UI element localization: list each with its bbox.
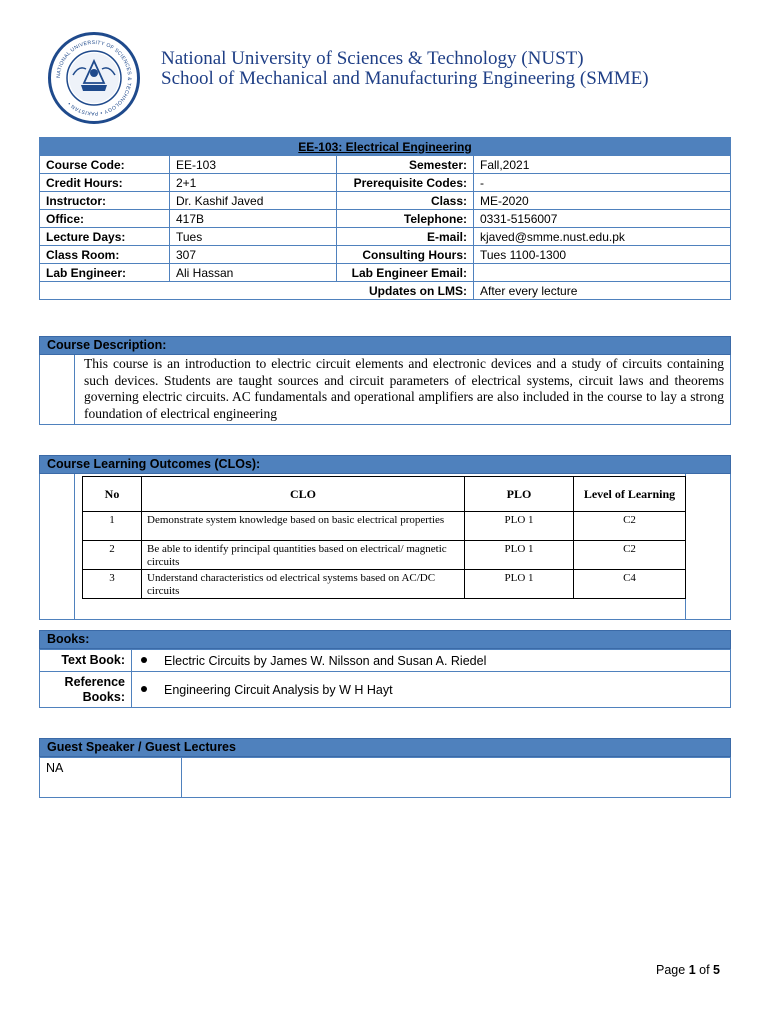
- reference-books-value: Engineering Circuit Analysis by W H Hayt: [164, 682, 393, 697]
- clo-plo: PLO 1: [465, 570, 574, 599]
- consulting-hours-value: Tues 1100-1300: [474, 246, 731, 264]
- course-title: EE-103: Electrical Engineering: [40, 138, 731, 156]
- clo-level: C4: [574, 570, 686, 599]
- table-row: [40, 264, 731, 282]
- guest-section: [39, 738, 731, 798]
- prerequisite-value: -: [474, 174, 731, 192]
- guest-table: [39, 757, 731, 798]
- page-number: Page 1 of 5: [656, 963, 720, 977]
- books-section: [39, 630, 731, 708]
- semester-label: Semester:: [337, 156, 474, 174]
- table-row: [83, 570, 686, 599]
- table-row: [40, 210, 731, 228]
- office-label: Office:: [40, 210, 170, 228]
- lab-engineer-email-label: Lab Engineer Email:: [337, 264, 474, 282]
- table-row: [40, 174, 731, 192]
- table-row: [83, 541, 686, 570]
- course-code-label: Course Code:: [40, 156, 170, 174]
- clo-table: [82, 476, 686, 599]
- lab-engineer-value: Ali Hassan: [170, 264, 337, 282]
- university-logo: [48, 32, 140, 124]
- text-book-label: Text Book:: [40, 650, 132, 672]
- instructor-value: Dr. Kashif Javed: [170, 192, 337, 210]
- credit-hours-value: 2+1: [170, 174, 337, 192]
- lms-value: After every lecture: [474, 282, 731, 300]
- credit-hours-label: Credit Hours:: [40, 174, 170, 192]
- instructor-label: Instructor:: [40, 192, 170, 210]
- clo-no: 2: [83, 541, 142, 570]
- clo-header-no: No: [83, 477, 142, 512]
- clo-text: Understand characteristics od electrical systems based on AC/DC circuits: [142, 570, 465, 599]
- telephone-label: Telephone:: [337, 210, 474, 228]
- books-table: [39, 649, 731, 708]
- table-row: [40, 228, 731, 246]
- table-row: [40, 282, 731, 300]
- reference-books-label: Reference Books:: [40, 672, 132, 708]
- clo-no: 3: [83, 570, 142, 599]
- prerequisite-label: Prerequisite Codes:: [337, 174, 474, 192]
- course-description-body: [39, 355, 731, 425]
- clo-level: C2: [574, 512, 686, 541]
- lab-engineer-label: Lab Engineer:: [40, 264, 170, 282]
- clo-level: C2: [574, 541, 686, 570]
- email-value[interactable]: kjaved@smme.nust.edu.pk: [474, 228, 731, 246]
- table-row: [40, 650, 731, 672]
- class-label: Class:: [337, 192, 474, 210]
- semester-value: Fall,2021: [474, 156, 731, 174]
- table-row: [40, 672, 731, 708]
- clo-header-plo: PLO: [465, 477, 574, 512]
- clo-no: 1: [83, 512, 142, 541]
- office-value: 417B: [170, 210, 337, 228]
- table-row: [40, 156, 731, 174]
- books-heading: Books:: [39, 630, 731, 649]
- course-description-text: This course is an introduction to electric circuit elements and electronic devices and a study of circuits containing such devices. Students are taught sources and circuit parameters of electrical systems, circuit laws and theorems governing electric circuits. AC fundamentals and operational amplifiers are also included in the course to lay a strong foundation of electrical engineering: [84, 356, 724, 421]
- school-name: School of Mechanical and Manufacturing Engineering (SMME): [161, 68, 649, 89]
- clo-plo: PLO 1: [465, 512, 574, 541]
- guest-value: NA: [40, 758, 182, 798]
- bullet-icon: [141, 686, 147, 692]
- guest-heading: Guest Speaker / Guest Lectures: [39, 738, 731, 757]
- class-value: ME-2020: [474, 192, 731, 210]
- university-name: National University of Sciences & Technology (NUST): [161, 48, 584, 69]
- email-label: E-mail:: [337, 228, 474, 246]
- clo-text: Demonstrate system knowledge based on basic electrical properties: [142, 512, 465, 541]
- lms-label: Updates on LMS:: [40, 282, 474, 300]
- clo-plo: PLO 1: [465, 541, 574, 570]
- bullet-icon: [141, 657, 147, 663]
- logo-ring-text: NATIONAL UNIVERSITY OF SCIENCES & TECHNOLOGY • PAKISTAN •: [55, 39, 133, 117]
- lecture-days-value: Tues: [170, 228, 337, 246]
- course-code-value: EE-103: [170, 156, 337, 174]
- lab-engineer-email-value: [474, 264, 731, 282]
- clo-heading: Course Learning Outcomes (CLOs):: [39, 455, 731, 474]
- clo-header-level: Level of Learning: [574, 477, 686, 512]
- course-description-heading: Course Description:: [39, 336, 731, 355]
- table-row: [40, 192, 731, 210]
- clo-section: [39, 455, 731, 620]
- table-row: [40, 246, 731, 264]
- course-info-section: [39, 137, 731, 300]
- class-room-label: Class Room:: [40, 246, 170, 264]
- consulting-hours-label: Consulting Hours:: [337, 246, 474, 264]
- clo-header-clo: CLO: [142, 477, 465, 512]
- text-book-value: Electric Circuits by James W. Nilsson and Susan A. Riedel: [164, 653, 487, 668]
- course-description-section: [39, 336, 731, 425]
- table-row: [40, 758, 731, 798]
- course-info-table: [39, 137, 731, 300]
- telephone-value: 0331-5156007: [474, 210, 731, 228]
- table-row: [83, 512, 686, 541]
- lecture-days-label: Lecture Days:: [40, 228, 170, 246]
- clo-text: Be able to identify principal quantities based on electrical/ magnetic circuits: [142, 541, 465, 570]
- class-room-value: 307: [170, 246, 337, 264]
